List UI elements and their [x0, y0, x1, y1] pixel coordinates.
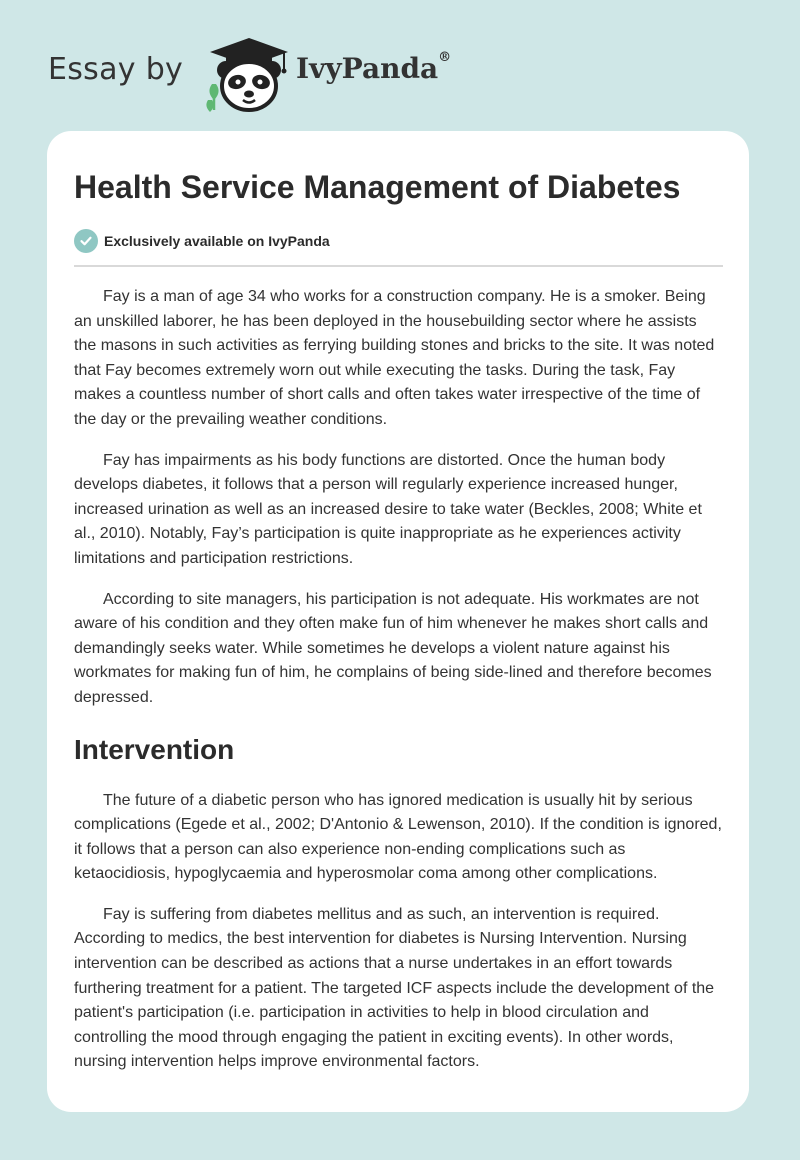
paragraph: According to site managers, his participation is not adequate. His workmates are not aware of his condition and they often make fun of him whenever he makes short calls and demandingly seeks water. While sometimes he develops a violent nature against his workmates for making fun of him, he complains of being side-lined and therefore becomes depressed. [74, 590, 712, 706]
check-circle-icon [74, 229, 98, 253]
paragraph: Fay is suffering from diabetes mellitus and as such, an intervention is required. According to medics, the best intervention for diabetes is Nursing Intervention. Nursing intervention can be described as actions that a nurse undertakes in an effort towards furthering treatment for a patient. The targeted ICF aspects include the development of the patient's participation (i.e. participation in activities to help in blood circulation and controlling the mood through engaging the patient in exciting events). In other words, nursing intervention helps improve environmental factors. [74, 905, 715, 1071]
essay-card [47, 131, 749, 1112]
paragraph: Fay is a man of age 34 who works for a construction company. He is a smoker. Being an unskilled laborer, he has been deployed in the housebuilding sector where he assists the masons in such activities as ferrying building stones and bricks to the site. It was noted that Fay becomes extremely worn out while executing the tasks. During the task, Fay makes a countless number of short calls and often takes water irrespective of the time of the day or the prevailing weather conditions. [74, 288, 715, 428]
paragraph: The future of a diabetic person who has ignored medication is usually hit by serious complications (Egede et al., 2002; D'Antonio & Lewenson, 2010). If the condition is ignored, it follows that a person can also experience non-ending complications such as ketaocidiosis, hypoglycaemia and hyperosmolar coma among other complications. [74, 791, 722, 883]
exclusive-badge [74, 227, 723, 255]
registered-mark: ® [438, 50, 452, 65]
page-title: Health Service Management of Diabetes [74, 169, 681, 205]
site-header [48, 34, 548, 114]
section-heading: Intervention [74, 733, 235, 765]
brand-name[interactable] [296, 52, 451, 85]
divider [74, 265, 723, 267]
brand-text: IvyPanda [296, 52, 439, 85]
panda-logo-icon[interactable] [204, 34, 294, 114]
paragraph: Fay has impairments as his body functions are distorted. Once the human body develops diabetes, it follows that a person will regularly experience increased hunger, increased urination as well as an increased desire to take water (Beckles, 2008; White et al., 2010). Notably, Fay’s participation is quite inappropriate as he experiences activity limitations and participation restrictions. [74, 451, 702, 567]
essay-by-label: Essay by [48, 52, 184, 87]
exclusive-label: Exclusively available on IvyPanda [104, 233, 330, 249]
